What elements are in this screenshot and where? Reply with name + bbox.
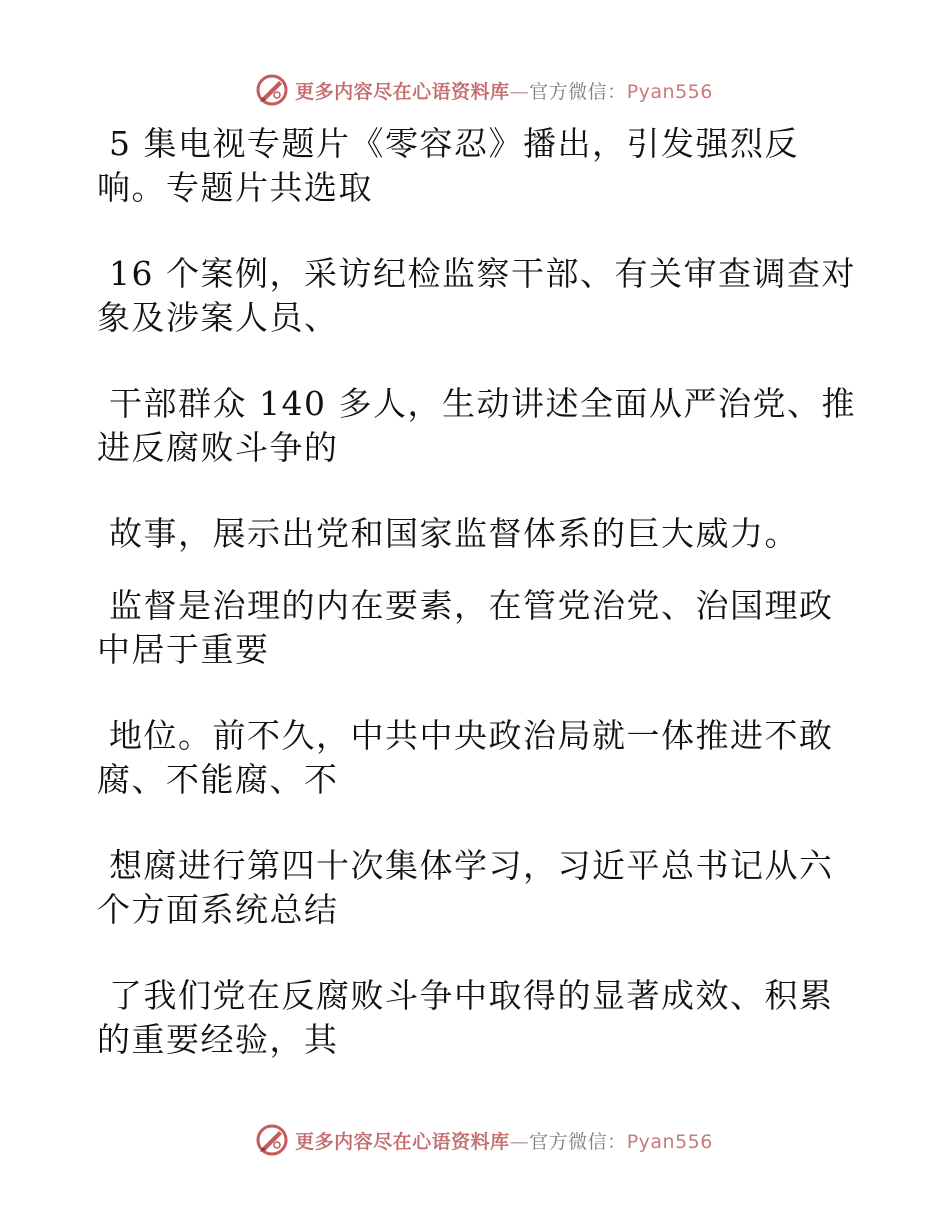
header-banner-inner xyxy=(255,73,713,107)
banner-wechat-id: Pyan556 xyxy=(626,80,713,103)
banner-title: 更多内容尽在心语资料库 xyxy=(295,80,510,103)
paragraph xyxy=(97,122,857,210)
paragraph xyxy=(97,974,857,1062)
paragraph-line: 故事，展示出党和国家监督体系的巨大威力。 xyxy=(109,514,799,553)
header-banner xyxy=(0,70,950,110)
paragraph-line: 象及涉案人员、 xyxy=(97,298,339,337)
paragraph-line: 干部群众 140 多人，生动讲述全面从严治党、推 xyxy=(109,384,856,423)
paragraph-line: 进反腐败斗争的 xyxy=(97,428,339,467)
paragraph-line: 个方面系统总结 xyxy=(97,890,339,929)
footer-banner-inner xyxy=(255,1123,713,1157)
paragraph xyxy=(97,844,857,932)
header-banner-text xyxy=(295,77,713,104)
paragraph xyxy=(97,252,857,340)
paragraph-line: 中居于重要 xyxy=(97,630,270,669)
paragraph xyxy=(97,382,857,470)
paragraph xyxy=(97,512,857,556)
paragraph-line: 了我们党在反腐败斗争中取得的显著成效、积累 xyxy=(109,976,834,1015)
paragraph-line: 监督是治理的内在要素，在管党治党、治国理政 xyxy=(109,586,834,625)
footer-banner-text xyxy=(295,1127,713,1154)
paragraph-line: 的重要经验，其 xyxy=(97,1020,339,1059)
banner-wechat-label: 官方微信： xyxy=(529,1130,627,1153)
paragraph-line: 16 个案例，采访纪检监察干部、有关审查调查对 xyxy=(109,254,856,293)
paragraph-line: 响。专题片共选取 xyxy=(97,168,373,207)
banner-wechat-id: Pyan556 xyxy=(626,1130,713,1153)
paragraph xyxy=(97,584,857,672)
pen-seal-icon xyxy=(255,73,289,107)
banner-wechat-label: 官方微信： xyxy=(529,80,627,103)
banner-title: 更多内容尽在心语资料库 xyxy=(295,1130,510,1153)
paragraph-line: 5 集电视专题片《零容忍》播出，引发强烈反 xyxy=(109,124,799,163)
footer-banner xyxy=(0,1120,950,1160)
paragraph xyxy=(97,714,857,802)
paragraph-line: 地位。前不久，中共中央政治局就一体推进不敢 xyxy=(109,716,834,755)
paragraph-line: 腐、不能腐、不 xyxy=(97,760,339,799)
banner-dash: — xyxy=(509,1130,530,1153)
banner-dash: — xyxy=(509,80,530,103)
paragraph-line: 想腐进行第四十次集体学习，习近平总书记从六 xyxy=(109,846,834,885)
pen-seal-icon xyxy=(255,1123,289,1157)
document-body xyxy=(97,122,857,1104)
